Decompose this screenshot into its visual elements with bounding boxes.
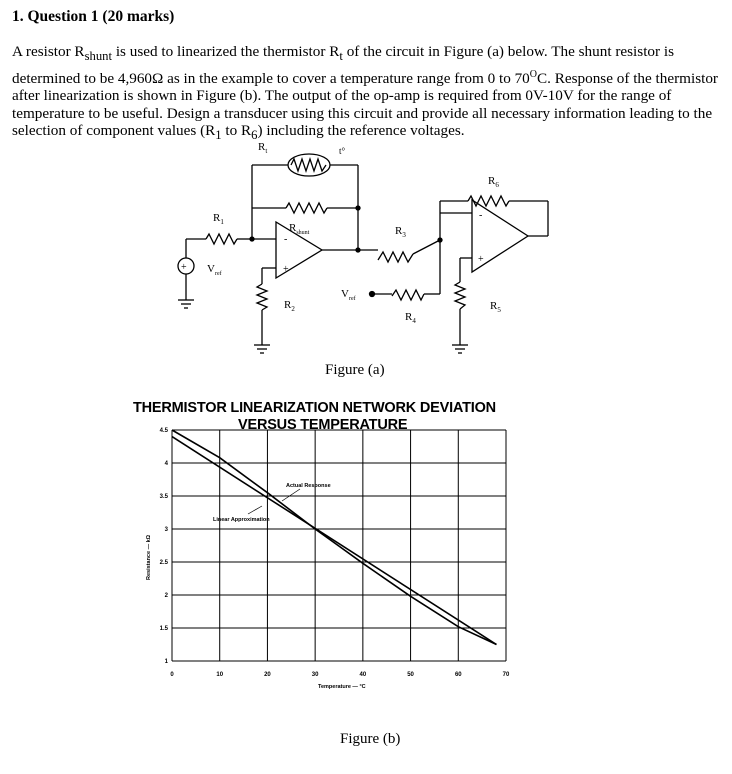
label-r4: $R_4$ [405,311,416,325]
label-vref1: $V_{ref}$ [207,263,222,277]
series-line-actual-response [172,430,496,645]
series-line-linear-approximation [172,437,496,645]
label-vref2: $V_{ref}$ [341,288,356,302]
label-rt: $R_t$ [258,141,268,155]
actual-response-annotation: Actual Response [286,483,331,489]
figure-b-caption: Figure (b) [340,731,401,747]
y-tick-label-3: 2.5 [159,560,168,566]
label-rshunt: $R_{shunt}$ [289,222,310,236]
x-tick-label-6: 60 [454,672,462,678]
opamp1-minus: - [284,234,288,245]
x-tick-label-5: 50 [407,672,414,678]
y-axis-label: Resistance — kΩ [146,534,152,580]
label-r3: $R_3$ [395,225,406,239]
y-tick-label-1: 1.5 [159,626,168,632]
chart-title-line-1: THERMISTOR LINEARIZATION NETWORK DEVIATION [133,400,496,416]
x-tick-label-1: 10 [216,672,224,678]
x-tick-label-4: 40 [359,672,367,678]
y-tick-label-7: 4.5 [159,428,168,434]
source-plus-sign: + [181,262,187,273]
label-r2: $R_2$ [284,299,295,313]
question-text: A resistor $R_{shunt}$ is used to linearized the thermistor $R_t$ of the circuit in Figure (a) below. The shunt resistor is determined to be 4,960Ω as in the example to cover a temperature range from 0 to $70^OC$. Response of the thermistor after linearization is shown in Figure (b). The output of the op-amp is required from 0V-10V for the range of temperature to be useful. Design a transducer using this circuit and provide all necessary information leading to the selection of component values ($R_1$ to $R_6$) including the reference voltages. [12,43,718,143]
linear-approximation-annotation: Linear Approximation [213,517,270,523]
question-heading: 1. Question 1 (20 marks) [12,8,175,25]
x-tick-label-7: 70 [502,672,510,678]
x-tick-label-2: 20 [264,672,271,678]
opamp2-plus: + [478,254,484,265]
x-tick-label-0: 0 [170,672,174,678]
y-tick-label-5: 3.5 [159,494,168,500]
x-tick-label-3: 30 [311,672,319,678]
label-r6: $R_6$ [488,175,499,189]
opamp1-plus: + [283,264,289,275]
y-tick-label-6: 4 [164,461,168,467]
y-tick-label-0: 1 [164,659,168,665]
label-r1: $R_1$ [213,212,224,226]
y-tick-label-2: 2 [164,593,168,599]
chart-title-line-2: VERSUS TEMPERATURE [238,417,408,433]
label-r5: $R_5$ [490,300,501,314]
x-axis-label: Temperature — °C [318,684,366,690]
opamp2-minus: - [479,210,483,221]
y-tick-label-4: 3 [164,527,168,533]
label-temperature: t° [339,146,346,156]
figure-a-caption: Figure (a) [325,362,385,378]
